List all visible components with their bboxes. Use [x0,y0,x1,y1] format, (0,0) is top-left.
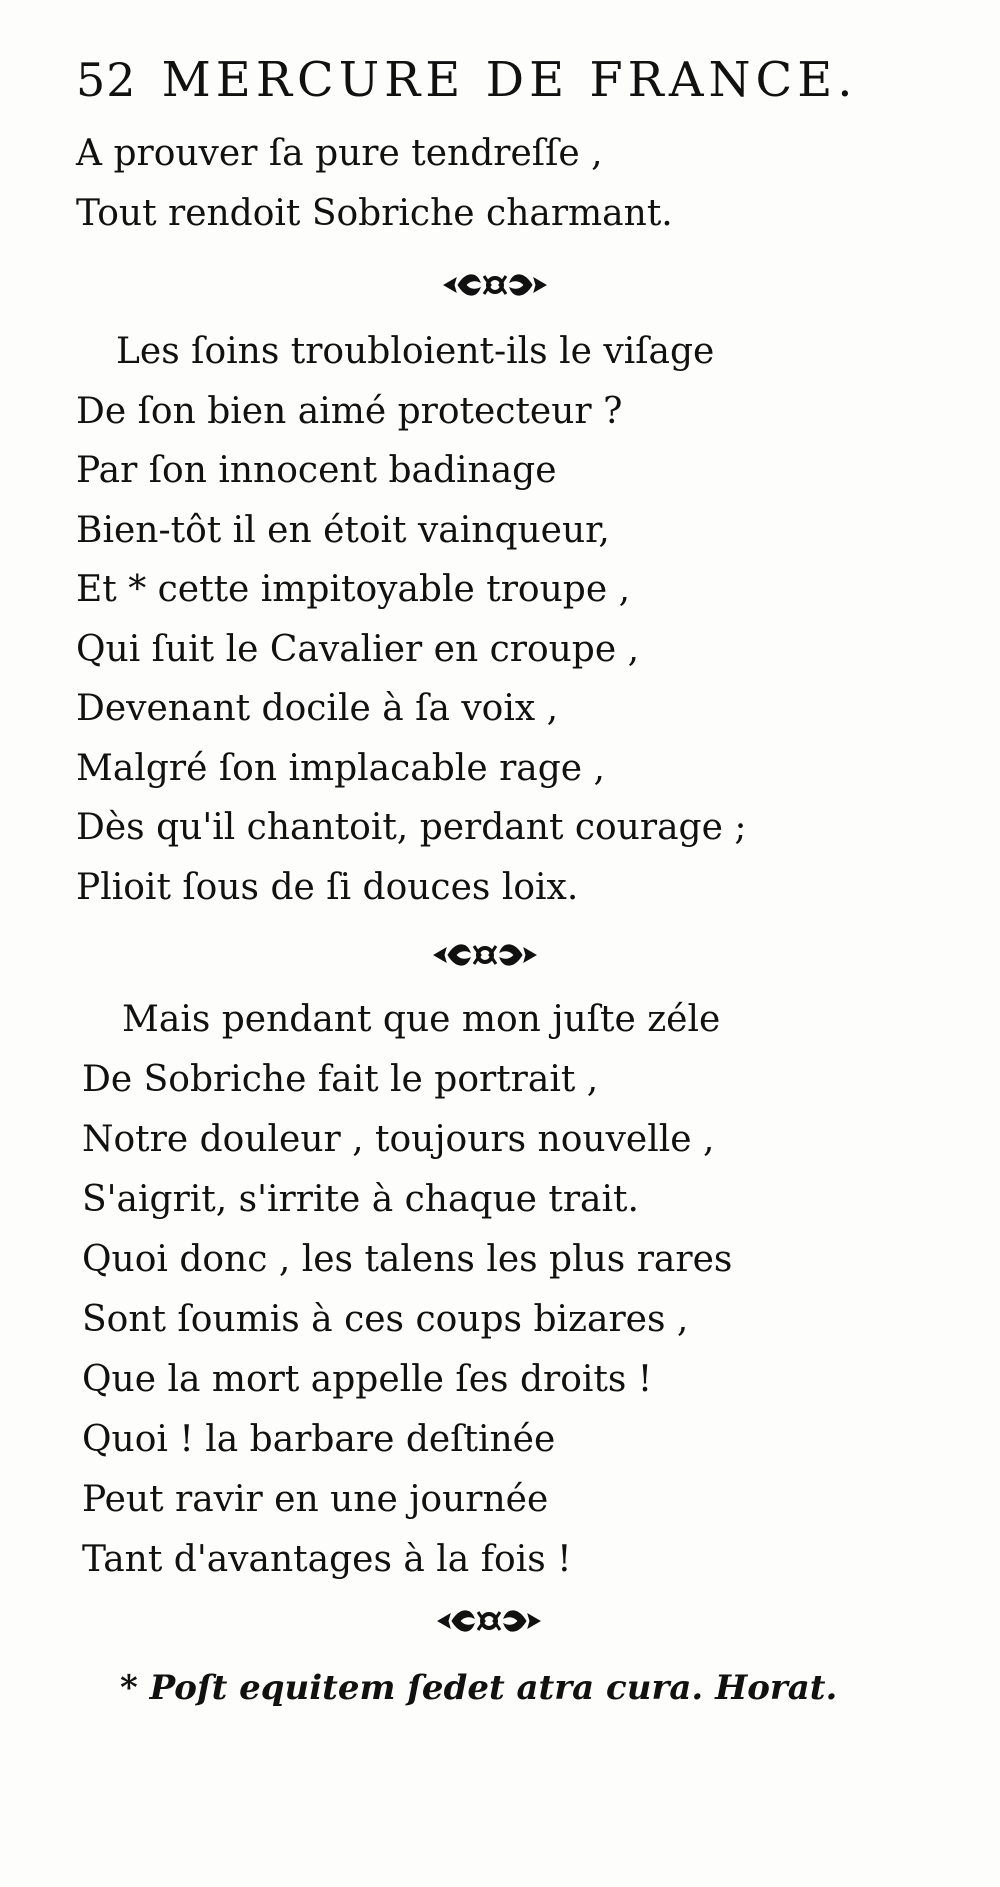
verse-line: Plioit ſous de ſi douces loix. [76,866,579,908]
verse-line: Tout rendoit Sobriche charmant. [76,192,673,234]
stanza-1 [0,124,1000,243]
verse-line: Mais pendant que mon juſte zéle [122,999,721,1040]
fleuron-ornament-icon [430,938,540,972]
verse-line: Bien-tôt il en étoit vainqueur, [76,509,610,551]
verse-line: Devenant docile à ſa voix , [76,688,559,729]
verse-line: Les ſoins troubloient-ils le viſage [116,331,715,372]
verse-line: De ſon bien aimé protecteur ? [76,390,623,432]
verse-line: Par ſon innocent badinage [76,450,557,491]
verse-line: Quoi donc , les talens les plus rares [82,1239,733,1280]
verse-line: Peut ravir en une journée [82,1479,549,1520]
page-number: 52 [76,53,137,107]
verse-line: Qui ſuit le Cavalier en croupe , [76,628,640,670]
verse-line: Malgré ſon implacable rage , [76,747,605,789]
running-head [76,52,866,112]
verse-line: Sont ſoumis à ces coups bizares , [82,1299,689,1340]
stanza-2 [0,322,1000,917]
footnote: * Poſt equitem ſedet atra cura. Horat. [120,1668,838,1708]
verse-line: Que la mort appelle ſes droits ! [82,1359,653,1400]
verse-line: Dès qu'il chantoit, perdant courage ; [76,807,747,848]
stanza-3 [0,990,1000,1590]
verse-line: Notre douleur , toujours nouvelle , [82,1119,715,1160]
fleuron-ornament-icon [434,1604,544,1638]
verse-line: S'aigrit, s'irrite à chaque trait. [82,1179,639,1220]
verse-line: Et * cette impitoyable troupe , [76,569,631,610]
verse-line: Tant d'avantages à la fois ! [82,1539,572,1580]
verse-line: A prouver ſa pure tendreſſe , [76,133,603,174]
verse-line: Quoi ! la barbare deſtinée [82,1419,556,1460]
fleuron-ornament-icon [440,268,550,302]
verse-line: De Sobriche fait le portrait , [82,1059,599,1100]
journal-title: MERCURE DE FRANCE. [161,52,858,108]
